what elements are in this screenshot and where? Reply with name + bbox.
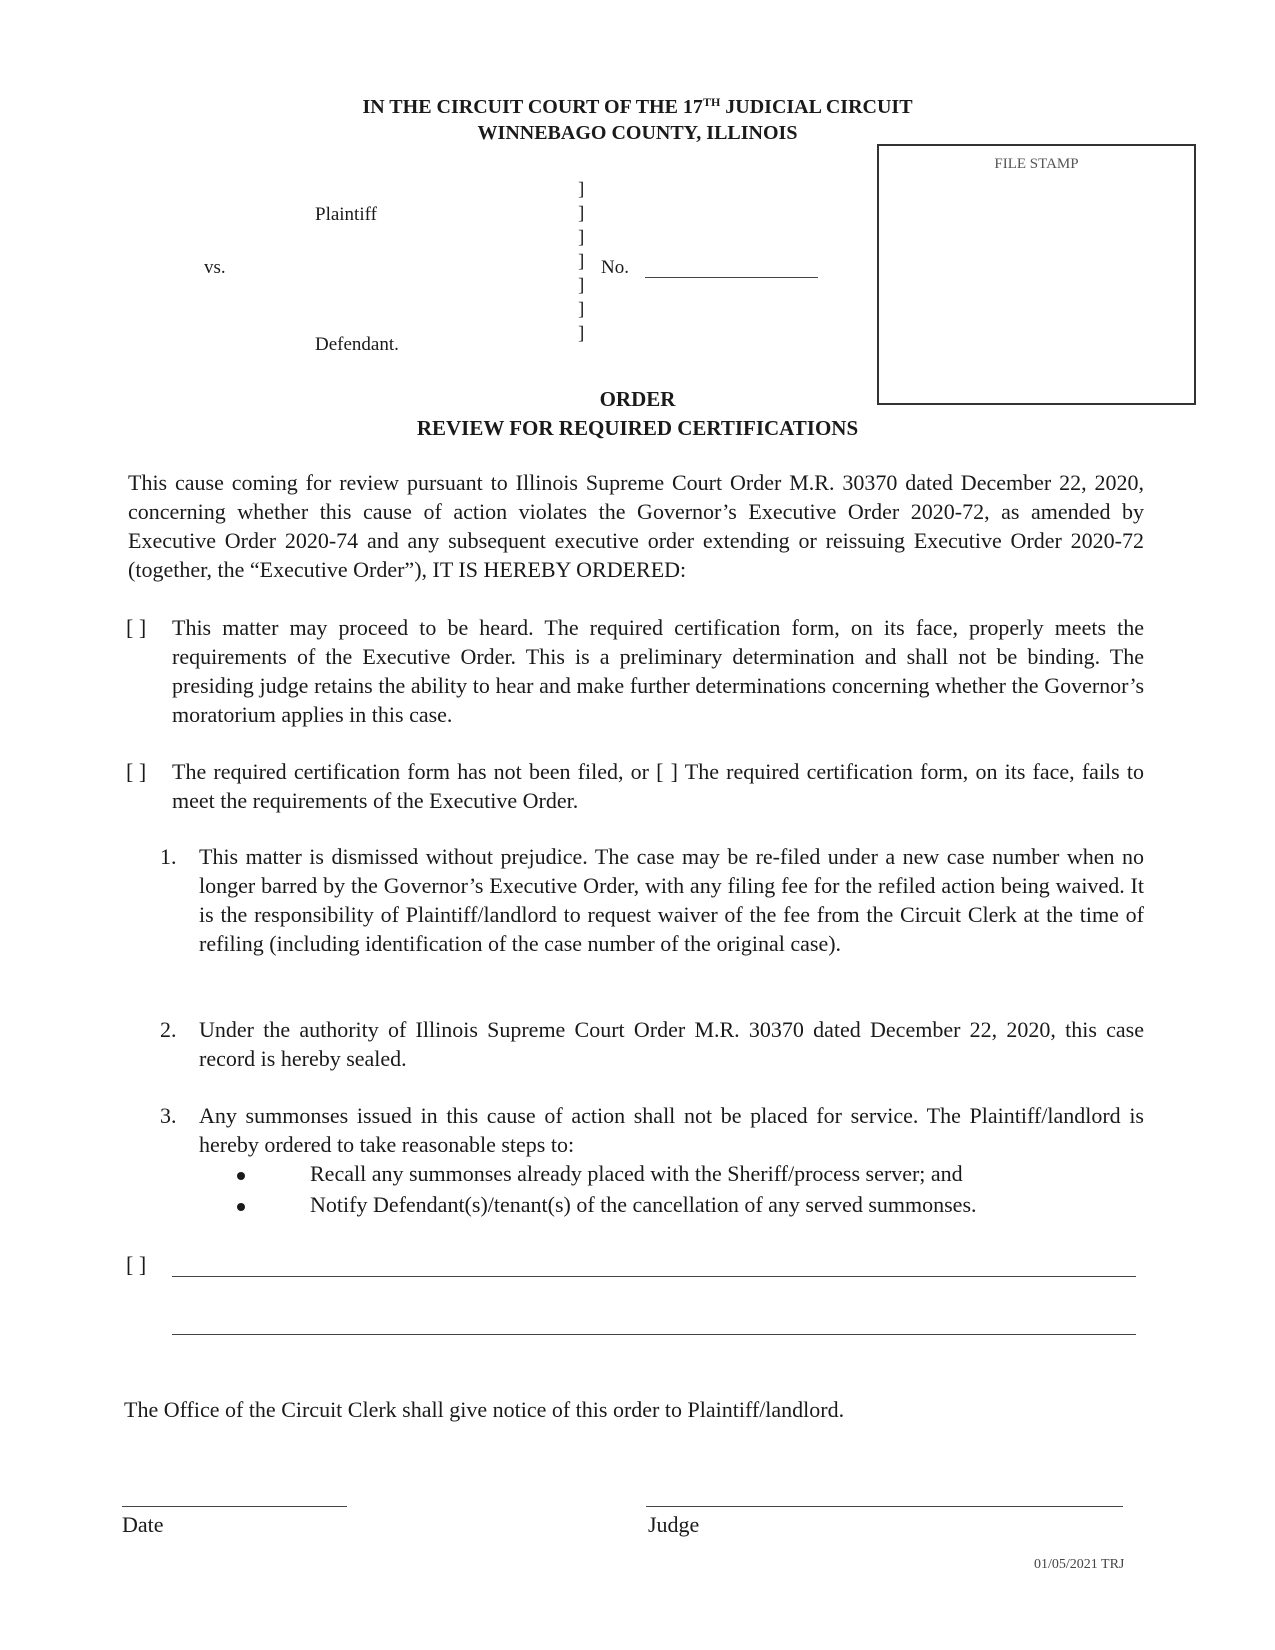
option3-checkbox[interactable]: [ ]	[126, 1252, 147, 1277]
case-number-label: No.	[601, 257, 629, 278]
option2-text-b: The required certification form, on its face, fails to meet the requirements of the Executive Order.	[172, 759, 1145, 813]
option3-blank-line-1[interactable]	[172, 1276, 1136, 1277]
item3-text: Any summonses issued in this cause of action shall not be placed for service. The Plaintiff/landlord is hereby ordered to take reasonable steps to:	[199, 1103, 1144, 1157]
bullet-dot	[237, 1203, 245, 1211]
defendant-label: Defendant.	[315, 334, 399, 355]
bullet-item: Notify Defendant(s)/tenant(s) of the cancellation of any served summonses.	[310, 1192, 977, 1217]
item1-text: This matter is dismissed without prejudice. The case may be re-filed under a new case number when no longer barred by the Governor’s Executive Order, with any filing fee for the refiled action being waived. It is the responsibility of Plaintiff/landlord to request waiver of the fee from the Circuit Clerk at the time of refiling (including identification of the case number of the original case).	[199, 844, 1144, 956]
option2-checkbox-b[interactable]: [ ]	[656, 759, 678, 784]
option1-text: This matter may proceed to be heard. The required certification form, on its face, properly meets the requirements of the Executive Order. This is a preliminary determination and shall not be binding. The presiding judge retains the ability to hear and make further determinations concerning whether the Governor’s moratorium applies in this case.	[172, 615, 1144, 727]
intro-paragraph: This cause coming for review pursuant to Illinois Supreme Court Order M.R. 30370 dated December 22, 2020, concerning whether this cause of action violates the Governor’s Executive Order 2020-72, as amended by Executive Order 2020-74 and any subsequent executive order extending or reissuing Executive Order 2020-72 (together, the “Executive Order”), IT IS HEREBY ORDERED:	[128, 470, 1144, 582]
option2-text-a: The required certification form has not been filed, or	[172, 759, 649, 784]
order-subtitle: REVIEW FOR REQUIRED CERTIFICATIONS	[416, 416, 859, 440]
judge-signature-line[interactable]	[646, 1506, 1123, 1507]
file-stamp-box	[877, 144, 1196, 405]
option1-checkbox[interactable]: [ ]	[126, 615, 147, 640]
plaintiff-label: Plaintiff	[315, 204, 377, 225]
order-title: ORDER	[599, 387, 676, 411]
judge-label: Judge	[648, 1512, 700, 1537]
item1-number: 1.	[160, 844, 177, 869]
clerk-notice: The Office of the Circuit Clerk shall give notice of this order to Plaintiff/landlord.	[124, 1397, 845, 1422]
bullet-dot	[237, 1172, 245, 1180]
bullet-item: Recall any summonses already placed with the Sheriff/process server; and	[310, 1161, 963, 1186]
item2-number: 2.	[160, 1017, 177, 1042]
form-revision-code: 01/05/2021 TRJ	[1034, 1557, 1125, 1572]
option2-checkbox[interactable]: [ ]	[126, 759, 147, 784]
vs-label: vs.	[204, 257, 226, 278]
case-number-blank[interactable]	[645, 277, 818, 278]
caption-brackets: ] ] ] ] ] ] ]	[578, 179, 585, 344]
file-stamp-label: FILE STAMP	[994, 156, 1079, 172]
item2-text: Under the authority of Illinois Supreme Court Order M.R. 30370 dated December 22, 2020, this case record is hereby sealed.	[199, 1017, 1144, 1071]
date-label: Date	[122, 1512, 164, 1537]
option2-text	[172, 757, 1144, 815]
date-signature-line[interactable]	[122, 1506, 347, 1507]
item3-number: 3.	[160, 1103, 177, 1128]
court-name: IN THE CIRCUIT COURT OF THE 17TH JUDICIAL CIRCUIT	[362, 95, 913, 118]
option3-blank-line-2[interactable]	[172, 1334, 1136, 1335]
county-name: WINNEBAGO COUNTY, ILLINOIS	[477, 122, 798, 144]
